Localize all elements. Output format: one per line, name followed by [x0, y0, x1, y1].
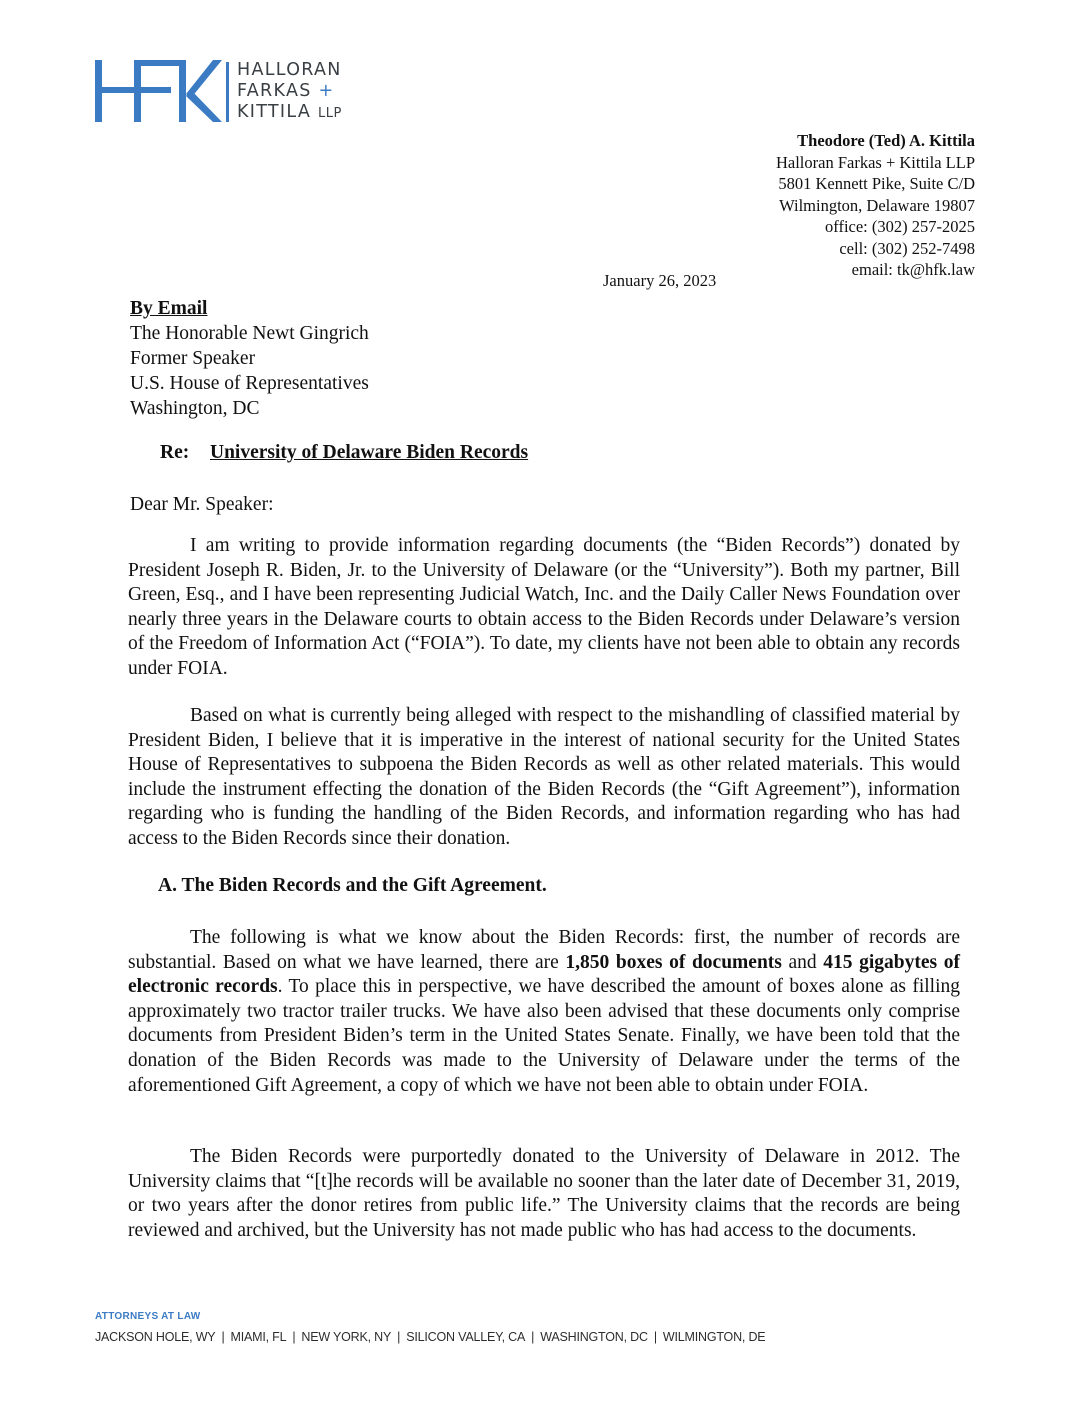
footer-office-locations [95, 1330, 765, 1344]
sender-address-2: Wilmington, Delaware 19807 [779, 195, 975, 215]
subject-text: University of Delaware Biden Records [210, 442, 529, 463]
gigabytes-count: 415 gigabytes of electronic records [128, 951, 960, 998]
firm-name-line-1: HALLORAN [237, 60, 342, 80]
section-heading: A. The Biden Records and the Gift Agreement. [158, 875, 547, 896]
sender-block [776, 130, 975, 281]
paragraph-1 [128, 534, 960, 682]
separator: | [531, 1330, 535, 1344]
sender-firm: Halloran Farkas + Kittila LLP [775, 152, 975, 172]
delivery-method: By Email [130, 298, 208, 319]
separator: | [221, 1330, 225, 1344]
paragraph-1-text: I am writing to provide information regarding documents (the “Biden Records”) donated by President Joseph R. Biden, Jr. to the University of Delaware (or the “University”). Both my partner, Bill Green, Esq., and I have been representing Judicial Watch, Inc. and the Daily Caller News Foundation over nearly three years in the Delaware courts to obtain access to the Biden Records under Delaware’s version of the Freedom of Information Act (“FOIA”). To date, my clients have not been able to obtain any records under FOIA. [128, 535, 960, 679]
plus-icon: + [318, 81, 335, 101]
recipient-block [130, 296, 369, 421]
firm-llp: LLP [317, 106, 342, 121]
sender-cell-phone: cell: (302) 252-7498 [839, 238, 975, 258]
salutation: Dear Mr. Speaker: [130, 494, 274, 515]
footer-title: ATTORNEYS AT LAW [95, 1311, 201, 1322]
recipient-name: The Honorable Newt Gingrich [130, 323, 369, 344]
separator: | [292, 1330, 296, 1344]
separator: | [397, 1330, 401, 1344]
sender-address-1: 5801 Kennett Pike, Suite C/D [778, 174, 975, 193]
subject-label: Re: [160, 442, 190, 463]
sender-office-phone: office: (302) 257-2025 [825, 217, 975, 236]
paragraph-3-text-b: and [781, 951, 824, 973]
office-location: WASHINGTON, DC [540, 1330, 648, 1344]
office-location: MIAMI, FL [230, 1330, 287, 1344]
firm-name [237, 60, 342, 124]
paragraph-4-text: The Biden Records were purportedly donated to the University of Delaware in 2012. The University claims that “[t]he records will be available no sooner than the later date of December 31, 2019, or two years after the donor retires from public life.” The University claims that the records are being reviewed and archived, but the University has not made public who has had access to the documents. [128, 1146, 960, 1241]
letter-date: January 26, 2023 [603, 271, 717, 290]
sender-name: Theodore (Ted) A. Kittila [797, 131, 975, 150]
paragraph-3-text-a: The following is what we know about the Biden Records: first, the number of records are substantial. Based on what we have learned, there are [128, 927, 960, 973]
paragraph-4 [128, 1145, 960, 1243]
recipient-org: U.S. House of Representatives [130, 373, 369, 394]
paragraph-3-text-c: . To place this in perspective, we have described the amount of boxes alone as filling approximately two tractor trailer trucks. We have also been advised that these documents only comprise documents from President Biden’s term in the United States Senate. Finally, we have been told that the donation of the Biden Records was made to the University of Delaware under the terms of the aforementioned Gift Agreement, a copy of which we have not been able to obtain under FOIA. [128, 976, 960, 1096]
sender-email: email: tk@hfk.law [851, 260, 975, 279]
office-location: JACKSON HOLE, WY [95, 1330, 216, 1344]
firm-logo [95, 60, 395, 124]
paragraph-3 [128, 926, 960, 1098]
paragraph-2-text: Based on what is currently being alleged with respect to the mishandling of classified material by President Biden, I believe that it is imperative in the interest of national security for the United States House of Representatives to subpoena the Biden Records as well as other related materials. This would include the instrument effecting the donation of the Biden Records (the “Gift Agreement”), information regarding who is funding the handling of the Biden Records, and information regarding who has had access to the Biden Records since their donation. [128, 705, 960, 849]
recipient-city: Washington, DC [130, 398, 260, 419]
subject-line [160, 442, 528, 464]
office-location: SILICON VALLEY, CA [406, 1330, 526, 1344]
firm-name-line-3: KITTILA [237, 102, 312, 122]
logo-divider [226, 62, 229, 122]
hfk-logo-mark-icon [95, 60, 223, 124]
firm-name-line-2: FARKAS [237, 81, 312, 101]
separator: | [653, 1330, 657, 1344]
recipient-title: Former Speaker [130, 348, 256, 369]
office-location: NEW YORK, NY [301, 1330, 392, 1344]
office-location: WILMINGTON, DE [662, 1330, 766, 1344]
boxes-count: 1,850 boxes of documents [565, 951, 782, 973]
paragraph-2 [128, 704, 960, 852]
